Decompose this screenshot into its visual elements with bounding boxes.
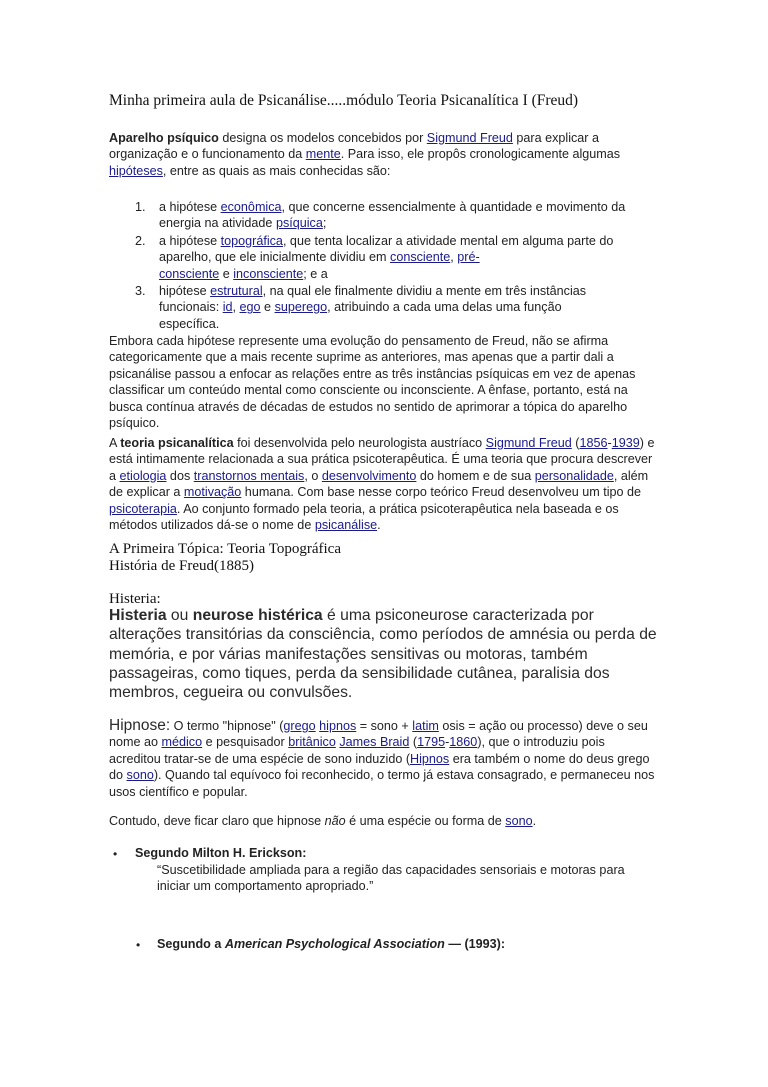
link-id[interactable]: id: [222, 300, 233, 315]
link-medico[interactable]: médico: [161, 735, 203, 750]
link-sono-2[interactable]: sono: [505, 814, 533, 828]
link-etiologia[interactable]: etiologia: [119, 468, 167, 483]
link-pre-consciente[interactable]: pré- consciente: [159, 250, 480, 281]
link-consciente[interactable]: consciente: [390, 250, 451, 265]
link-latim[interactable]: latim: [412, 719, 439, 733]
link-personalidade[interactable]: personalidade: [534, 468, 614, 483]
bullet-icon: •: [113, 847, 118, 861]
link-inconsciente[interactable]: inconsciente: [233, 266, 304, 281]
histeria-paragraph: Histeria ou neurose histérica é uma psiconeurose caracterizada por alterações transitórias da consciência, como períodos de amnésia ou perda de memória, e por várias manifestações sensitivas ou motoras, também passageiras, como tiques, perda da sensibilidade cutânea, paralisia dos membros, cegueira ou convulsões.: [109, 607, 657, 702]
link-hipnos-2[interactable]: Hipnos: [410, 751, 450, 766]
teoria-paragraph: A teoria psicanalítica foi desenvolvida pelo neurologista austríaco Sigmund Freud (1856-1939) e está intimamente relacionada a sua prática psicoterapêutica. É uma teoria que procura descrever a etiologia dos transtornos mentais, o desenvolvimento do homem e de sua personalidade, além de explicar a motivação humana. Com base nesse corpo teórico Freud desenvolveu um tipo de psicoterapia. Ao conjunto formado pela teoria, a prática psicoterapêutica nela baseada e os métodos utilizados dá-se o nome de psicanálise.: [109, 436, 655, 533]
link-psicanalise[interactable]: psicanálise: [314, 518, 378, 533]
link-1939[interactable]: 1939: [611, 436, 640, 450]
bullet-apa: Segundo a American Psychological Association — (1993):: [157, 937, 506, 951]
link-topografica[interactable]: topográfica: [220, 233, 283, 248]
label-histeria: Histeria:: [109, 591, 161, 607]
link-economica[interactable]: econômica: [220, 200, 282, 214]
apa-name: American Psychological Association: [224, 937, 445, 951]
link-psiquica[interactable]: psíquica: [275, 216, 323, 231]
list-item: 2. a hipótese topográfica, que tenta localizar a atividade mental em alguma parte do aparelho, que ele inicialmente dividiu em consciente, pré- consciente e inconsciente; e a: [135, 233, 614, 281]
link-estrutural[interactable]: estrutural: [210, 284, 263, 299]
link-ego[interactable]: ego: [239, 300, 261, 315]
link-james-braid[interactable]: James Braid: [339, 735, 410, 750]
link-britanico[interactable]: britânico: [288, 735, 336, 750]
term-aparelho-psiquico: Aparelho psíquico: [109, 131, 219, 145]
link-sigmund-freud[interactable]: Sigmund Freud: [426, 131, 513, 145]
hypotheses-list: [109, 199, 669, 332]
erickson-quote: “Suscetibilidade ampliada para a região das capacidades sensoriais e motoras para iniciar um comportamento apropriado.”: [157, 863, 625, 894]
embora-paragraph: Embora cada hipótese represente uma evolução do pensamento de Freud, não se afirma categoricamente que a mais recente suprime as anteriores, mas apenas que a partir dali a psicanálise passou a enfocar as relações entre as três instâncias psíquicas em vez de apenas classificar um conteúdo mental como consciente ou inconsciente. A ênfase, portanto, está na busca contínua através de décadas de estudos no sentido de aprimorar a tópica do aparelho psíquico.: [109, 334, 636, 431]
bullet-erickson: [135, 845, 655, 861]
label-hipnose: Hipnose:: [109, 717, 171, 734]
contudo-paragraph: Contudo, deve ficar claro que hipnose não é uma espécie ou forma de sono.: [109, 814, 537, 828]
link-mente[interactable]: mente: [305, 147, 341, 162]
link-grego[interactable]: grego: [283, 719, 316, 733]
heading-historia-freud: História de Freud(1885): [109, 558, 254, 574]
link-superego[interactable]: superego: [274, 300, 328, 315]
link-transtornos-mentais[interactable]: transtornos mentais: [193, 468, 305, 483]
hipnose-paragraph: Hipnose: O termo "hipnose" (grego hipnos = sono + latim osis = ação ou processo) deve o seu nome ao médico e pesquisador britânico James Braid (1795-1860), que o introduziu pois acreditou tratar-se de uma espécie de sono induzido (Hipnos era também o nome do deus grego do sono). Quando tal equívoco foi reconhecido, o termo já estava consagrado, e permaneceu nos usos científico e popular.: [109, 717, 655, 799]
link-psicoterapia[interactable]: psicoterapia: [109, 501, 177, 516]
link-1860[interactable]: 1860: [449, 735, 478, 750]
intro-paragraph: Aparelho psíquico designa os modelos concebidos por Sigmund Freud para explicar a organização e o funcionamento da mente. Para isso, ele propôs cronologicamente algumas hipóteses, entre as quais as mais conhecidas são:: [109, 131, 621, 178]
erickson-heading: Segundo Milton H. Erickson:: [135, 846, 307, 860]
link-1856[interactable]: 1856: [579, 436, 608, 450]
link-hipnos[interactable]: hipnos: [319, 719, 357, 733]
list-item: 3. hipótese estrutural, na qual ele finalmente dividiu a mente em três instâncias funcionais: id, ego e superego, atribuindo a cada uma delas uma função específica.: [135, 284, 587, 331]
term-neurose-histerica: neurose histérica: [192, 607, 323, 624]
term-teoria-psicanalitica: teoria psicanalítica: [120, 436, 234, 450]
link-sigmund-freud-2[interactable]: Sigmund Freud: [485, 436, 572, 450]
link-sono[interactable]: sono: [126, 768, 154, 783]
link-hipoteses[interactable]: hipóteses: [109, 163, 163, 178]
list-item: 1. a hipótese econômica, que concerne essencialmente à quantidade e movimento da energia na atividade psíquica;: [135, 200, 626, 231]
document-title: Minha primeira aula de Psicanálise.....módulo Teoria Psicanalítica I (Freud): [109, 92, 579, 109]
link-motivacao[interactable]: motivação: [183, 485, 242, 500]
term-histeria: Histeria: [109, 607, 167, 624]
heading-primeira-topica: A Primeira Tópica: Teoria Topográfica: [109, 541, 341, 557]
bullet-icon: •: [136, 938, 141, 952]
link-1795[interactable]: 1795: [417, 735, 446, 750]
link-desenvolvimento[interactable]: desenvolvimento: [321, 468, 417, 483]
